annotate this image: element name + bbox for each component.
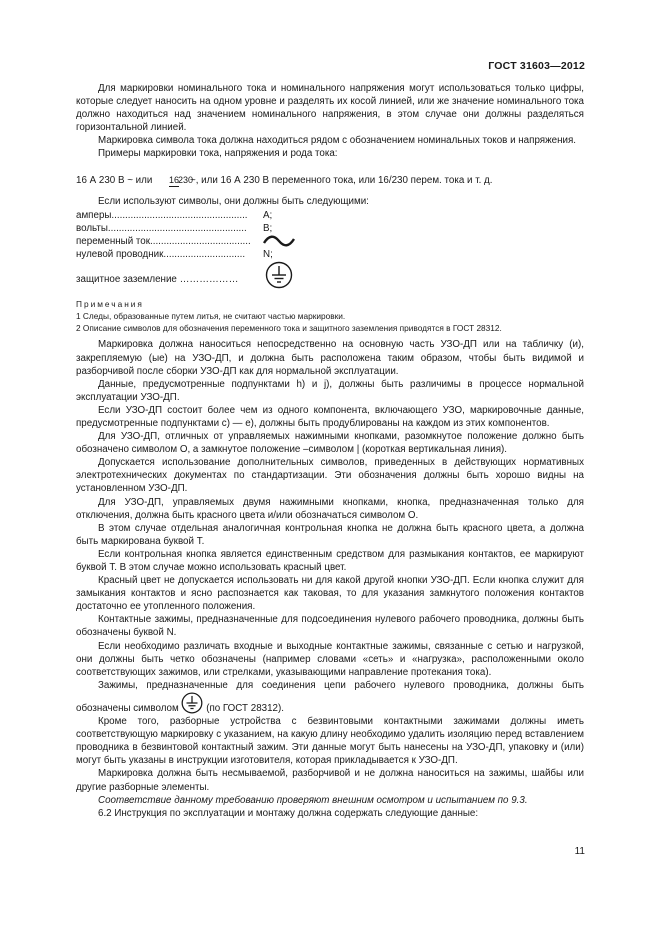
paragraph: В этом случае отдельная аналогичная контрольная кнопка не должна быть красного цвета, а должна быть маркирована буквой Т. (76, 522, 584, 547)
fraction-denominator: 230 (178, 174, 194, 185)
symbol-label: вольты................................................... (76, 222, 247, 234)
protective-earth-icon (181, 692, 203, 714)
symbol-label: нулевой проводник.............................. (76, 249, 246, 261)
symbol-value: А; (263, 209, 273, 221)
note-1: 1 Следы, образованные путем литья, не считают частью маркировки. (76, 311, 346, 322)
symbol-row-ac (76, 235, 584, 248)
paragraph-earth-terminal (76, 679, 584, 715)
formula-right: ~, или 16 А 230 В переменного тока, или 16/230 перем. тока и т. д. (190, 174, 493, 186)
paragraph: Для УЗО-ДП, отличных от управляемых нажимными кнопками, разомкнутое положение должно быть обозначено символом О, а замкнутое положение –символом | (короткая вертикальная линия). (76, 431, 584, 456)
protective-earth-icon (265, 261, 293, 289)
paragraph-earth-ref: (по ГОСТ 28312). (206, 702, 284, 714)
marking-formula (76, 165, 584, 193)
paragraph: Для маркировки номинального тока и номинального напряжения могут использоваться только цифры, которые следует наносить на одном уровне и разделять их косой линией, или же значение номинального тока должно находиться над значением номинального напряжения, в этом случае они должны разделяться горизонтальной линией. (76, 83, 584, 134)
symbol-row-neutral (76, 248, 584, 261)
symbol-row-amp (76, 209, 584, 222)
symbol-list (76, 209, 584, 296)
section-6-2: 6.2 Инструкция по эксплуатации и монтажу должна содержать следующие данные: (98, 807, 479, 819)
paragraph: Маркировка символа тока должна находиться рядом с обозначением номинальных токов и напряжения. (98, 135, 576, 147)
paragraph: Данные, предусмотренные подпунктами h) и j), должны быть различимы в процессе нормальной эксплуатации УЗО-ДП. (76, 378, 584, 403)
alternating-current-icon (262, 235, 296, 247)
notes-block (76, 298, 584, 334)
paragraph: Если необходимо различать входные и выходные контактные зажимы, связанные с сетью и нагрузкой, они должны быть четко обозначены (например словами «сеть» и «нагрузка», расположенными около соответствующих зажимов, или стрелками, указывающими направление протекания тока). (76, 640, 584, 678)
paragraph: Маркировка должна наноситься непосредственно на основную часть УЗО-ДП или на табличку (и), закрепляемую (ые) на УЗО-ДП, и должна быть расположена таким образом, чтобы быть видимой и разборчивой после сборки УЗО-ДП как для нормальной эксплуатации. (76, 339, 584, 377)
standard-header: ГОСТ 31603—2012 (488, 60, 585, 72)
paragraph-earth-text: Зажимы, предназначенные для соединения цепи рабочего нулевого проводника, должны быть обозначены символом (76, 679, 584, 714)
note-2: 2 Описание символов для обозначения переменного тока и защитного заземления приводятся в ГОСТ 28312. (76, 323, 502, 334)
notes-heading: Примечания (76, 299, 144, 310)
paragraph: Маркировка должна быть несмываемой, разборчивой и не должна наноситься на зажимы, шайбы или другие разборные элементы. (76, 768, 584, 793)
compliance-note: Соответствие данному требованию проверяют внешним осмотром и испытанием по 9.3. (98, 794, 528, 806)
symbol-label: защитное заземление ……………… (76, 274, 239, 286)
formula-left: 16 А 230 В ~ или (76, 174, 153, 186)
paragraph: Контактные зажимы, предназначенные для подсоединения нулевого рабочего проводника, должны быть обозначены буквой N. (76, 614, 584, 639)
paragraph: Красный цвет не допускается использовать ни для какой другой кнопки УЗО-ДП. Если кнопка служит для замыкания контактов и ясно распознается как таковая, то для указания замкнутого положения контактов достаточно ее утопленного положения. (76, 575, 584, 613)
paragraph: Если контрольная кнопка является единственным средством для размыкания контактов, ее маркируют буквой Т. В этом случае можно использовать красный цвет. (76, 548, 584, 573)
paragraph: Примеры маркировки тока, напряжения и рода тока: (98, 148, 338, 160)
document-body (76, 82, 584, 820)
paragraph: Если используют символы, они должны быть следующими: (98, 195, 369, 207)
symbol-value: N; (263, 249, 273, 261)
symbol-label: амперы.................................................. (76, 209, 248, 221)
paragraph: Для УЗО-ДП, управляемых двумя нажимными кнопками, кнопка, предназначенная только для отключения, должна быть красного цвета и/или обозначаться символом О. (76, 496, 584, 521)
symbol-label: переменный ток..................................... (76, 236, 251, 248)
fraction-numerator: 16 (169, 174, 180, 185)
symbol-row-earth (76, 261, 584, 295)
symbol-value: В; (263, 222, 273, 234)
paragraph: Если УЗО-ДП состоит более чем из одного компонента, включающего УЗО, маркировочные данные, предусмотренные подпунктами c) — e), должны быть продублированы на каждом из этих компонентов. (76, 404, 584, 429)
paragraph: Допускается использование дополнительных символов, приведенных в действующих нормативных электротехнических документах по стандартизации. Эти обозначения должны быть хорошо видны на установленном УЗО-ДП. (76, 457, 584, 495)
paragraph: Кроме того, разборные устройства с безвинтовыми контактными зажимами должны иметь соответствующую маркировку с указанием, на какую длину необходимо удалить изоляцию перед вставлением проводника в безвинтовой контактный зажим. Эти данные могут быть нанесены на УЗО-ДП, упаковку и (или) могут быть указаны в инструкции изготовителя, которая прикладывается к УЗО-ДП. (76, 716, 584, 767)
page-number: 11 (574, 846, 585, 857)
symbol-row-volt (76, 222, 584, 235)
